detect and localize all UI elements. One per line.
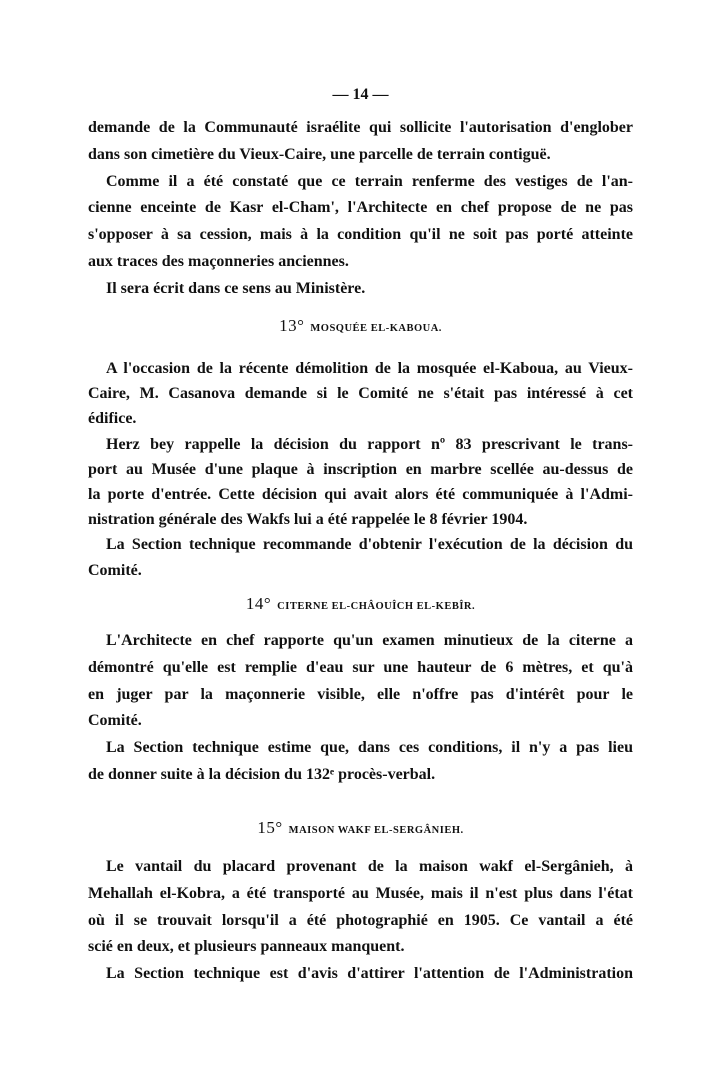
text-line: la porte d'entrée. Cette décision qui avait alors été communiquée à l'Admi-	[88, 485, 633, 503]
text-line: Mehallah el-Kobra, a été transporté au Musée, mais il n'est plus dans l'état	[88, 884, 633, 902]
text-line: édifice.	[88, 410, 137, 428]
section-number: 13°	[279, 316, 305, 335]
text-line: Le vantail du placard provenant de la maison wakf el-Sergânieh, à	[106, 858, 633, 875]
section-number: 14°	[245, 594, 272, 613]
page-number: — 14 —	[332, 86, 389, 103]
text-line: démontré qu'elle est remplie d'eau sur une hauteur de 6 mètres, et qu'à	[88, 658, 633, 676]
text-line: de donner suite à la décision du 132ᵉ procès-verbal.	[88, 765, 436, 783]
text-line: dans son cimetière du Vieux-Caire, une parcelle de terrain contiguë.	[88, 145, 551, 163]
text-line: La Section technique estime que, dans ces conditions, il n'y a pas lieu	[106, 739, 633, 757]
text-line: A l'occasion de la récente démolition de la mosquée el-Kaboua, au Vieux-	[106, 360, 633, 377]
text-line: port au Musée d'une plaque à inscription en marbre scellée au-dessus de	[88, 460, 633, 478]
section-heading-14	[88, 594, 633, 614]
text-line: La Section technique recommande d'obtenir l'exécution de la décision du	[106, 536, 633, 554]
paragraph-block-2	[88, 356, 633, 583]
text-line: scié en deux, et plusieurs panneaux manquent.	[88, 938, 405, 956]
section-title: CITERNE EL-CHÂOUÎCH EL-KEBÎR.	[277, 601, 476, 612]
text-line: Comité.	[88, 712, 142, 730]
text-line: L'Architecte en chef rapporte qu'un examen minutieux de la citerne a	[106, 632, 633, 649]
section-title: MOSQUÉE EL-KABOUA.	[310, 323, 442, 334]
text-line: Comme il a été constaté que ce terrain renferme des vestiges de l'an-	[106, 172, 633, 190]
text-line: demande de la Communauté israélite qui sollicite l'autorisation d'englober	[88, 119, 633, 136]
paragraph-block-3	[88, 628, 633, 789]
text-line: s'opposer à sa cession, mais à la condition qu'il ne soit pas porté atteinte	[88, 226, 633, 244]
text-line: cienne enceinte de Kasr el-Cham', l'Architecte en chef propose de ne pas	[88, 199, 633, 217]
section-heading-15	[88, 818, 633, 838]
text-line: aux traces des maçonneries anciennes.	[88, 252, 349, 270]
text-line: nistration générale des Wakfs lui a été rappelée le 8 février 1904.	[88, 511, 528, 529]
text-line: Caire, M. Casanova demande si le Comité ne s'était pas intéressé à cet	[88, 385, 633, 403]
text-line: La Section technique est d'avis d'attirer l'attention de l'Administration	[106, 965, 633, 983]
text-line: Herz bey rappelle la décision du rapport nº 83 prescrivant le trans-	[106, 435, 633, 453]
section-title: MAISON WAKF EL-SERGÂNIEH.	[288, 825, 464, 836]
text-line: en juger par la maçonnerie visible, elle n'offre pas d'intérêt pour le	[88, 685, 633, 703]
text-line: où il se trouvait lorsqu'il a été photographié en 1905. Ce vantail a été	[88, 911, 633, 929]
paragraph-block-4	[88, 854, 633, 988]
section-number: 15°	[257, 818, 283, 837]
text-line: Il sera écrit dans ce sens au Ministère.	[106, 279, 366, 297]
paragraph-block-1	[88, 115, 633, 303]
text-line: Comité.	[88, 561, 142, 579]
section-heading-13	[88, 316, 633, 336]
